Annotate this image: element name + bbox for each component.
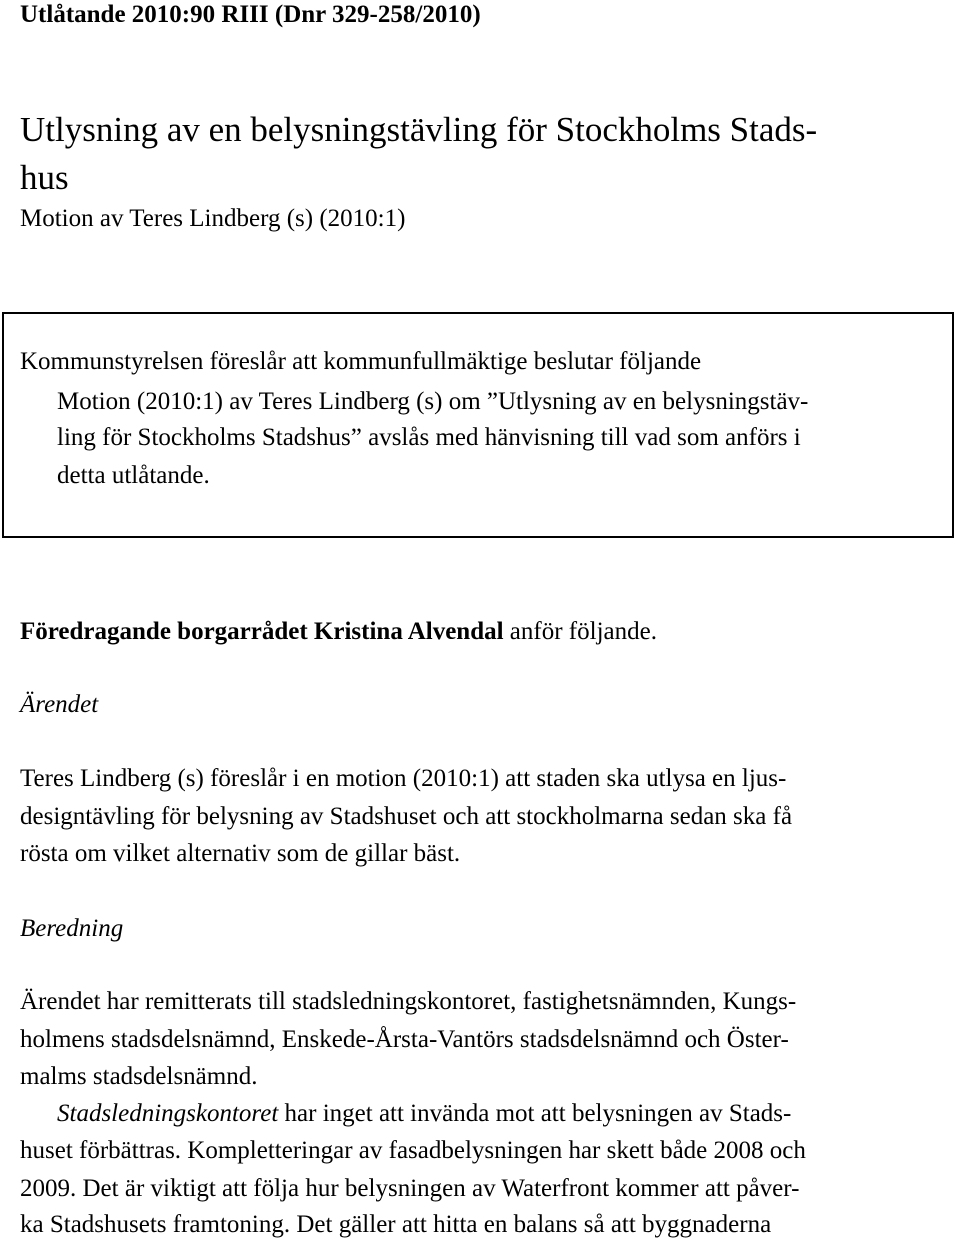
arendet-line-3: rösta om vilket alternativ som de gillar bäst. — [20, 840, 461, 867]
document-title-line-2: hus — [20, 158, 69, 197]
stadsledning-line-4: ka Stadshusets framtoning. Det gäller att hitta en balans så att byggnaderna — [20, 1211, 772, 1238]
document-title-line-1: Utlysning av en belysningstävling för Stockholms Stads- — [20, 110, 818, 149]
arendet-line-1: Teres Lindberg (s) föreslår i en motion (2010:1) att staden ska utlysa en ljus- — [20, 765, 787, 792]
section-heading-beredning: Beredning — [20, 915, 124, 942]
proposal-line-1: Motion (2010:1) av Teres Lindberg (s) om ”Utlysning av en belysningstäv- — [57, 388, 809, 415]
stadsledning-line-3: 2009. Det är viktigt att följa hur belysningen av Waterfront kommer att påver- — [20, 1175, 800, 1202]
stadsledning-first-rest: har inget att invända mot att belysningen av Stads- — [278, 1100, 792, 1127]
beredning-line-3: malms stadsdelsnämnd. — [20, 1063, 258, 1090]
proposal-line-3: detta utlåtande. — [57, 462, 210, 489]
beredning-line-1: Ärendet har remitterats till stadsledningskontoret, fastighetsnämnden, Kungs- — [20, 988, 797, 1015]
proposal-line-2: ling för Stockholms Stadshus” avslås med hänvisning till vad som anförs i — [57, 424, 801, 451]
presenter-rest: anför följande. — [503, 618, 657, 645]
stadsledning-line-1 — [57, 1097, 791, 1131]
section-heading-arendet: Ärendet — [20, 691, 99, 718]
proposal-intro: Kommunstyrelsen föreslår att kommunfullmäktige beslutar följande — [20, 348, 702, 375]
stadsledning-office: Stadsledningskontoret — [57, 1100, 279, 1127]
stadsledning-line-2: huset förbättras. Kompletteringar av fasadbelysningen har skett både 2008 och — [20, 1137, 806, 1164]
document-subtitle: Motion av Teres Lindberg (s) (2010:1) — [20, 205, 406, 232]
beredning-line-2: holmens stadsdelsnämnd, Enskede-Årsta-Vantörs stadsdelsnämnd och Öster- — [20, 1026, 789, 1053]
arendet-line-2: designtävling för belysning av Stadshuset och att stockholmarna sedan ska få — [20, 803, 793, 830]
presenter-line — [20, 615, 657, 649]
presenter-name: Föredragande borgarrådet Kristina Alvendal — [20, 618, 504, 645]
document-reference: Utlåtande 2010:90 RIII (Dnr 329-258/2010) — [20, 1, 481, 28]
